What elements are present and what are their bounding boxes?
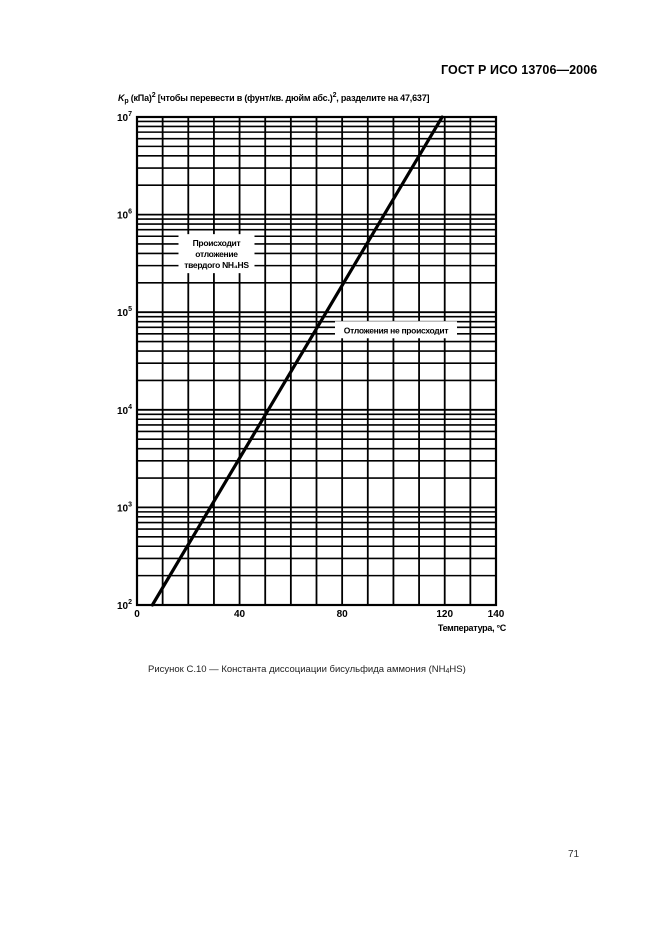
caption-prefix: Рисунок С.10 — Константа диссоциации бисульфида аммония (NH	[148, 664, 446, 675]
y-tick-label: $10^3$	[116, 501, 132, 515]
y-unit: (кПа)	[130, 93, 152, 103]
data-series	[152, 117, 442, 605]
y-tick-label: $10^4$	[116, 403, 132, 417]
chart-grid	[137, 117, 496, 605]
x-tick-label: 140	[487, 609, 505, 620]
y-tick-label: $10^7$	[116, 111, 132, 124]
y-unit-sup: 2	[151, 92, 156, 99]
chart-annotations	[178, 234, 457, 338]
annotation-text: Отложения не происходит	[343, 325, 449, 336]
x-tick-label: 80	[336, 609, 348, 620]
annotation-text: Происходит	[192, 238, 241, 249]
kp-line	[152, 117, 442, 605]
document-header: ГОСТ Р ИСО 13706—2006	[441, 63, 598, 77]
y-tick-label: $10^6$	[116, 208, 132, 222]
x-tick-label: 40	[234, 609, 246, 620]
y-symbol: K	[118, 93, 125, 103]
page-number: 71	[568, 849, 580, 860]
x-tick-label: 120	[436, 609, 454, 620]
y-note-sup: 2	[332, 92, 337, 99]
y-note: [чтобы перевести в (фунт/кв. дюйм абс.)	[157, 93, 333, 103]
x-tick-label: 0	[134, 609, 140, 620]
y-note-end: , разделите на 47,637]	[336, 93, 430, 103]
annotation-text: твердого NH₄HS	[184, 260, 249, 271]
caption-suffix: HS)	[449, 664, 466, 675]
y-tick-label: $10^5$	[116, 306, 132, 320]
axis-tick-labels	[117, 111, 507, 633]
annotation-text: отложение	[195, 249, 238, 260]
x-axis-title: Температура, °С	[437, 623, 506, 633]
figure-caption	[148, 664, 466, 675]
caption-sub: 4	[445, 668, 450, 675]
y-tick-label: $10^2$	[116, 599, 132, 612]
y-symbol-sub: p	[124, 98, 129, 105]
